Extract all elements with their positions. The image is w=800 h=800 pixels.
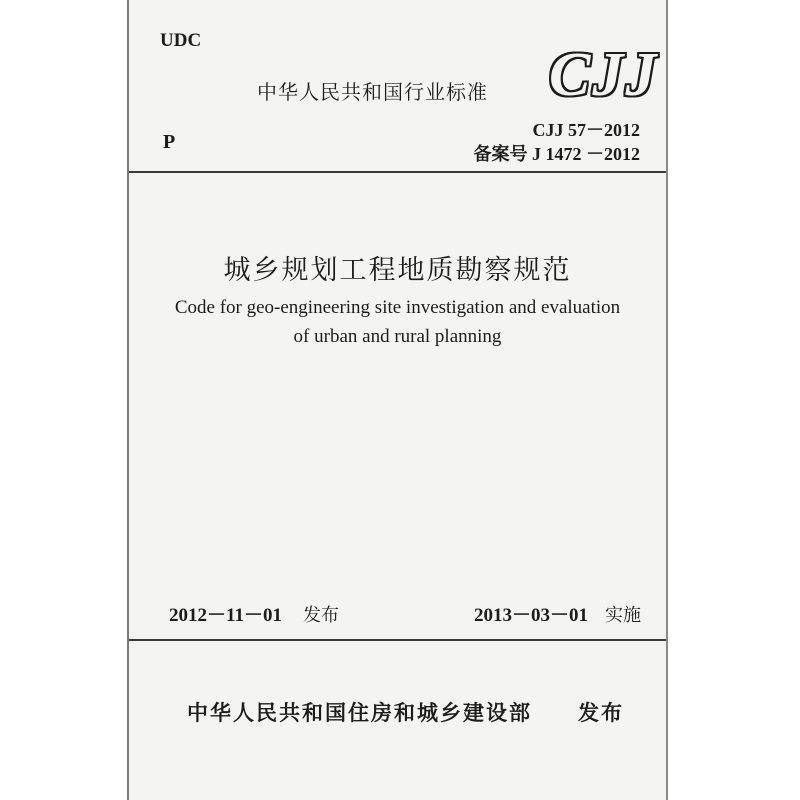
document-title-english-line2: of urban and rural planning (293, 326, 502, 347)
record-number: 备案号 J 1472 －2012 (473, 144, 640, 164)
publish-label: 发布 (578, 701, 624, 725)
standard-number: CJJ 57－2012 (532, 120, 640, 140)
publisher-name: 中华人民共和国住房和城乡建设部 (187, 701, 532, 725)
header-divider (129, 171, 666, 173)
issue-date: 2012－11－01 (169, 605, 282, 626)
udc-label: UDC (160, 30, 202, 51)
footer-divider (129, 639, 666, 641)
standard-type-heading: 中华人民共和国行业标准 (257, 80, 488, 104)
category-code: P (163, 131, 176, 153)
document-title-chinese: 城乡规划工程地质勘察规范 (223, 255, 572, 286)
issue-label: 发布 (303, 605, 339, 626)
document-cover (127, 0, 668, 800)
document-title-english-line1: Code for geo-engineering site investigation and evaluation (174, 297, 621, 318)
cjj-logo: CJJ (549, 41, 659, 109)
implementation-label: 实施 (605, 605, 641, 626)
implementation-date: 2013－03－01 (474, 605, 589, 626)
